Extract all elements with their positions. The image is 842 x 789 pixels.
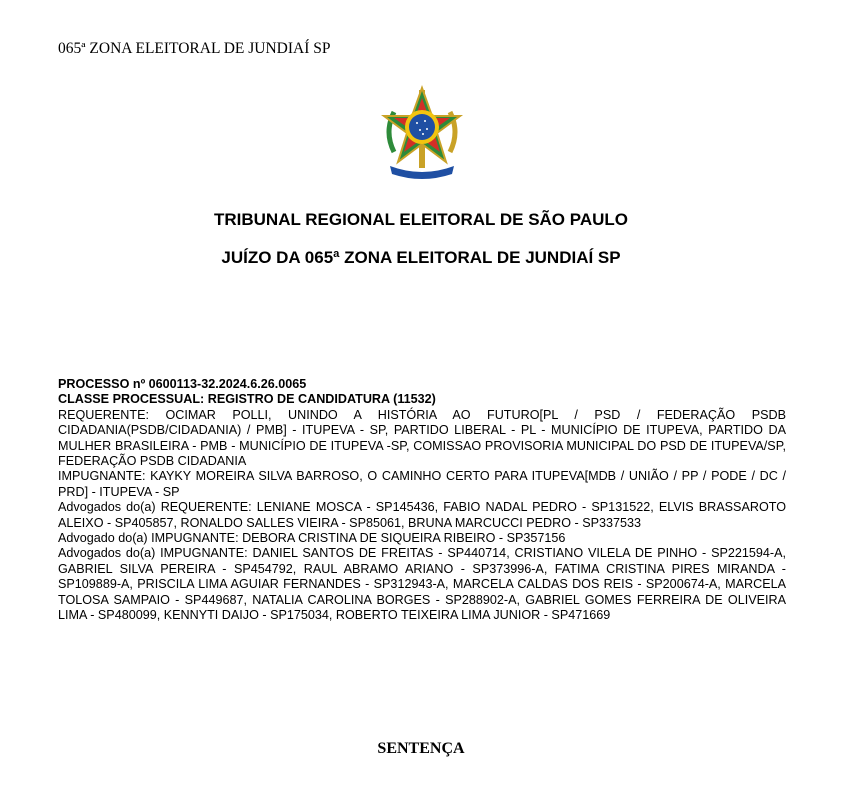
case-metadata — [58, 377, 786, 624]
advogados-impugnante: Advogados do(a) IMPUGNANTE: DANIEL SANTOS DE FREITAS - SP440714, CRISTIANO VILELA DE PINHO - SP221594-A, GABRIEL SILVA PEREIRA - SP454792, RAUL ABRAMO ARIANO - SP373996-A, FATIMA CRISTINA PIRES MIRANDA - SP109889-A, PRISCILA LIMA AGUIAR FERNANDES - SP312943-A, MARCELA CALDAS DOS REIS - SP200674-A, MARCELA TOLOSA SAMPAIO - SP449687, NATALIA CAROLINA BORGES - SP288902-A, GABRIEL GOMES FERREIRA DE OLIVEIRA LIMA - SP480099, KENNYTI DAIJO - SP175034, ROBERTO TEIXEIRA LIMA JUNIOR - SP471669 — [58, 546, 786, 623]
advogados-requerente: Advogados do(a) REQUERENTE: LENIANE MOSCA - SP145436, FABIO NADAL PEDRO - SP131522, ELVIS BRASSAROTO ALEIXO - SP405857, RONALDO SALLES VIEIRA - SP85061, BRUNA MARCUCCI PEDRO - SP337533 — [58, 500, 786, 530]
classe-processual: CLASSE PROCESSUAL: REGISTRO DE CANDIDATURA (11532) — [58, 392, 436, 407]
impugnante-paragraph: IMPUGNANTE: KAYKY MOREIRA SILVA BARROSO, O CAMINHO CERTO PARA ITUPEVA[MDB / UNIÃO / PP / PODE / DC / PRD] - ITUPEVA - SP — [58, 469, 786, 499]
processo-number: PROCESSO nº 0600113-32.2024.6.26.0065 — [58, 377, 307, 391]
advogado-impugnante: Advogado do(a) IMPUGNANTE: DEBORA CRISTINA DE SIQUEIRA RIBEIRO - SP357156 — [58, 531, 566, 546]
brazil-coat-of-arms-icon — [380, 82, 464, 182]
sentenca-heading: SENTENÇA — [377, 740, 465, 757]
juizo-title: JUÍZO DA 065ª ZONA ELEITORAL DE JUNDIAÍ SP — [221, 248, 621, 267]
requerente-paragraph: REQUERENTE: OCIMAR POLLI, UNINDO A HISTÓRIA AO FUTURO[PL / PSD / FEDERAÇÃO PSDB CIDADANIA(PSDB/CIDADANIA) / PMB] - ITUPEVA - SP, PARTIDO LIBERAL - PL - MUNICÍPIO DE ITUPEVA, PARTIDO DA MULHER BRASILEIRA - PMB - MUNICÍPIO DE ITUPEVA -SP, COMISSAO PROVISORIA MUNICIPAL DO PSD DE ITUPEVA/SP, FEDERAÇÃO PSDB CIDADANIA — [58, 407, 786, 469]
zona-header: 065ª ZONA ELEITORAL DE JUNDIAÍ SP — [58, 40, 331, 57]
court-title: TRIBUNAL REGIONAL ELEITORAL DE SÃO PAULO — [213, 210, 628, 229]
